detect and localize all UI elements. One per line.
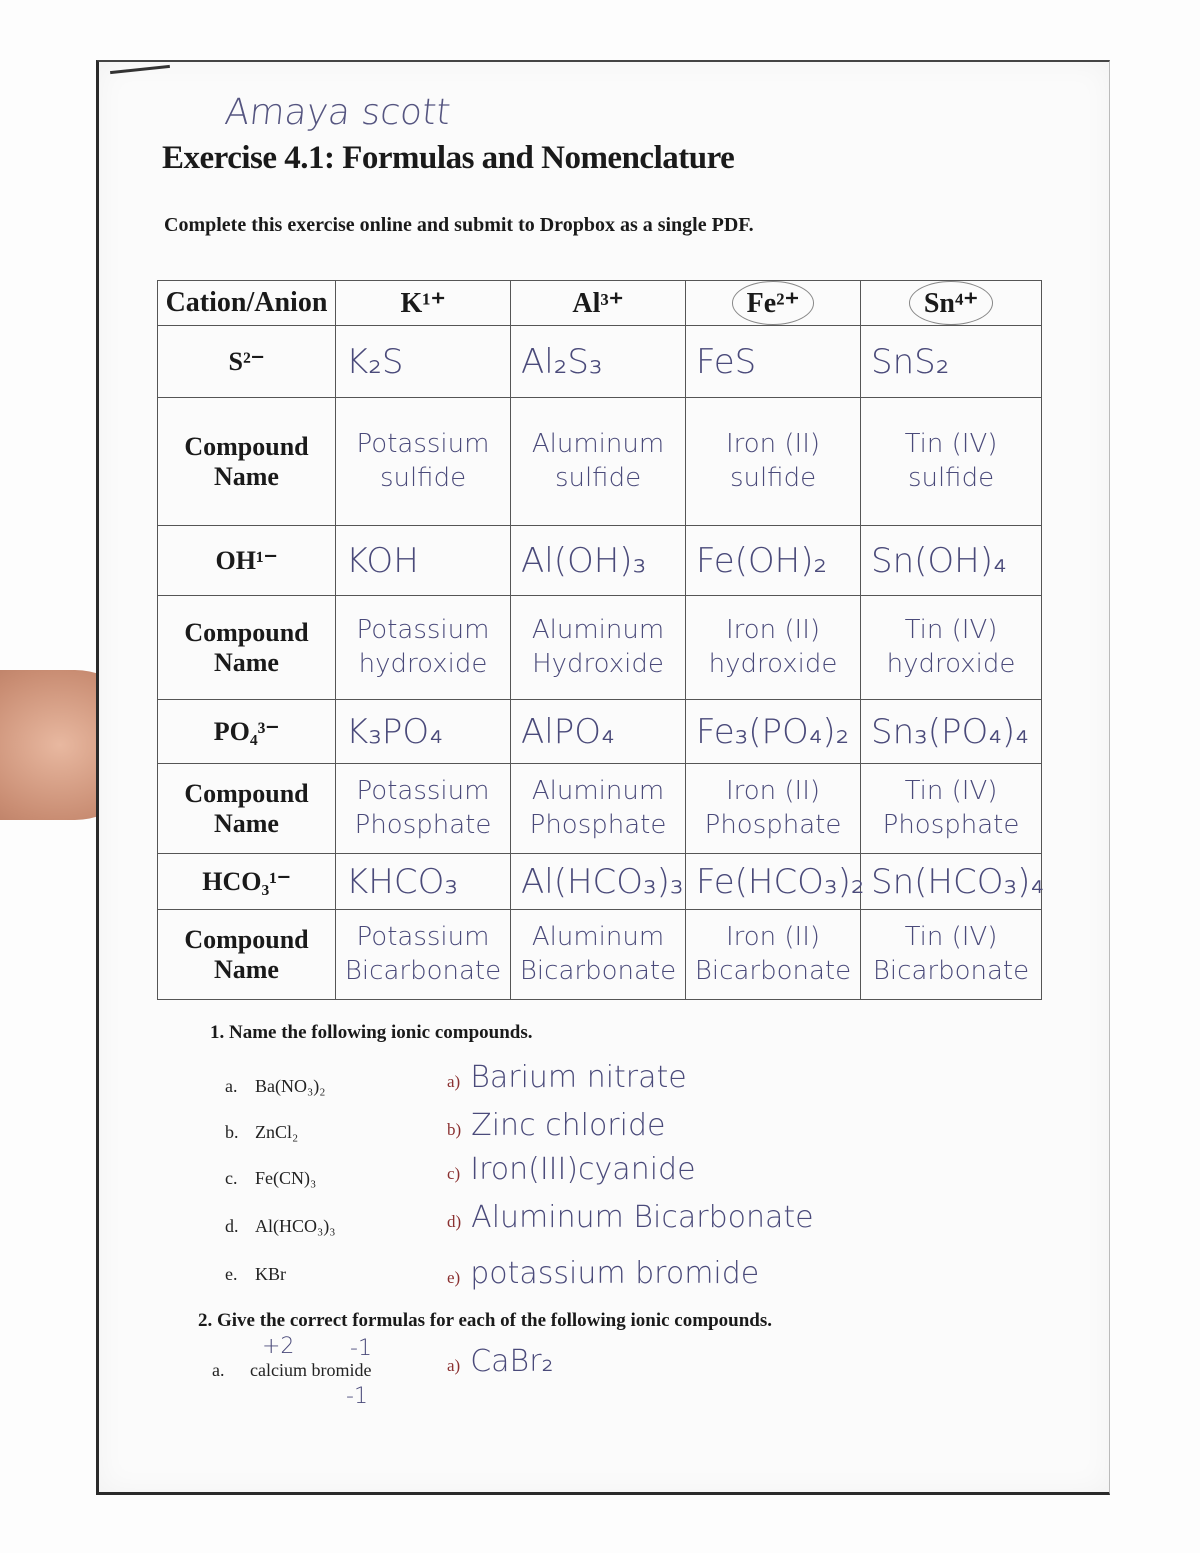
name-row (158, 764, 1042, 854)
name-cell: Aluminum Phosphate (511, 764, 686, 854)
q1-answer-e: e) potassium bromide (447, 1256, 760, 1291)
name-cell: Tin (IV) hydroxide (861, 596, 1042, 700)
formula-cell: K₃PO₄ (336, 700, 511, 764)
formula-cell: FeS (686, 326, 861, 398)
student-name: Amaya scott (222, 92, 453, 133)
formula-cell: KHCO₃ (336, 854, 511, 910)
name-row (158, 398, 1042, 526)
name-cell: Potassium Phosphate (336, 764, 511, 854)
formula-row (158, 326, 1042, 398)
cation-header: K¹⁺ (336, 281, 511, 326)
question-1-prompt: 1. Name the following ionic compounds. (210, 1022, 533, 1043)
table-header-row (158, 281, 1042, 326)
compound-name-label: Compound Name (158, 596, 336, 700)
q2-item-a: a. calcium bromide (212, 1360, 372, 1380)
cation-header (686, 281, 861, 326)
formula-cell: K₂S (336, 326, 511, 398)
name-cell: Iron (II) hydroxide (686, 596, 861, 700)
q1-item-e: e. KBr (225, 1264, 286, 1284)
formula-cell: Sn(HCO₃)₄ (861, 854, 1042, 910)
question-2-prompt: 2. Give the correct formulas for each of the following ionic compounds. (198, 1310, 772, 1331)
name-row (158, 910, 1042, 1000)
anion-label: PO₄³⁻ (158, 700, 336, 764)
name-cell: Potassium hydroxide (336, 596, 511, 700)
q1-answer-c: c) Iron(III)cyanide (447, 1152, 696, 1187)
formula-cell: Fe₃(PO₄)₂ (686, 700, 861, 764)
anion-label: S²⁻ (158, 326, 336, 398)
compound-name-label: Compound Name (158, 764, 336, 854)
formula-cell: Al(HCO₃)₃ (511, 854, 686, 910)
compound-name-label: Compound Name (158, 910, 336, 1000)
q2-answer-a: a) CaBr₂ (447, 1344, 554, 1379)
name-cell: Potassium sulfide (336, 398, 511, 526)
q1-answer-d: d) Aluminum Bicarbonate (447, 1200, 814, 1235)
cation-header (861, 281, 1042, 326)
formula-row (158, 526, 1042, 596)
cation-header: Al³⁺ (511, 281, 686, 326)
name-cell: Aluminum Bicarbonate (511, 910, 686, 1000)
name-cell: Potassium Bicarbonate (336, 910, 511, 1000)
name-cell: Aluminum sulfide (511, 398, 686, 526)
compound-name-label: Compound Name (158, 398, 336, 526)
formula-cell: KOH (336, 526, 511, 596)
circled-cation: Sn⁴⁺ (909, 281, 993, 325)
formula-cell: Al(OH)₃ (511, 526, 686, 596)
anion-label: OH¹⁻ (158, 526, 336, 596)
charge-annotation-calcium: +2 (262, 1334, 295, 1359)
formula-cell: Sn₃(PO₄)₄ (861, 700, 1042, 764)
nomenclature-table (157, 280, 1042, 1000)
name-row (158, 596, 1042, 700)
name-cell: Aluminum Hydroxide (511, 596, 686, 700)
formula-cell: SnS₂ (861, 326, 1042, 398)
page-title: Exercise 4.1: Formulas and Nomenclature (162, 140, 735, 176)
name-cell: Tin (IV) sulfide (861, 398, 1042, 526)
name-cell: Iron (II) Phosphate (686, 764, 861, 854)
q1-item-a: a. Ba(NO₃)₂ (225, 1076, 326, 1096)
formula-cell: Fe(OH)₂ (686, 526, 861, 596)
circled-cation: Fe²⁺ (732, 281, 815, 325)
instructions: Complete this exercise online and submit to Dropbox as a single PDF. (164, 214, 754, 236)
corner-header: Cation/Anion (158, 281, 336, 326)
name-cell: Iron (II) sulfide (686, 398, 861, 526)
formula-cell: Fe(HCO₃)₂ (686, 854, 861, 910)
name-cell: Tin (IV) Bicarbonate (861, 910, 1042, 1000)
charge-annotation-below: -1 (346, 1384, 368, 1409)
name-cell: Tin (IV) Phosphate (861, 764, 1042, 854)
name-cell: Iron (II) Bicarbonate (686, 910, 861, 1000)
anion-label: HCO₃¹⁻ (158, 854, 336, 910)
formula-row (158, 700, 1042, 764)
formula-row (158, 854, 1042, 910)
q1-item-d: d. Al(HCO₃)₃ (225, 1216, 336, 1236)
charge-annotation-bromide: -1 (350, 1336, 372, 1361)
q1-item-b: b. ZnCl₂ (225, 1122, 299, 1142)
formula-cell: AlPO₄ (511, 700, 686, 764)
q1-item-c: c. Fe(CN)₃ (225, 1168, 317, 1188)
q1-answer-a: a) Barium nitrate (447, 1060, 687, 1095)
q1-answer-b: b) Zinc chloride (447, 1108, 666, 1143)
formula-cell: Sn(OH)₄ (861, 526, 1042, 596)
formula-cell: Al₂S₃ (511, 326, 686, 398)
